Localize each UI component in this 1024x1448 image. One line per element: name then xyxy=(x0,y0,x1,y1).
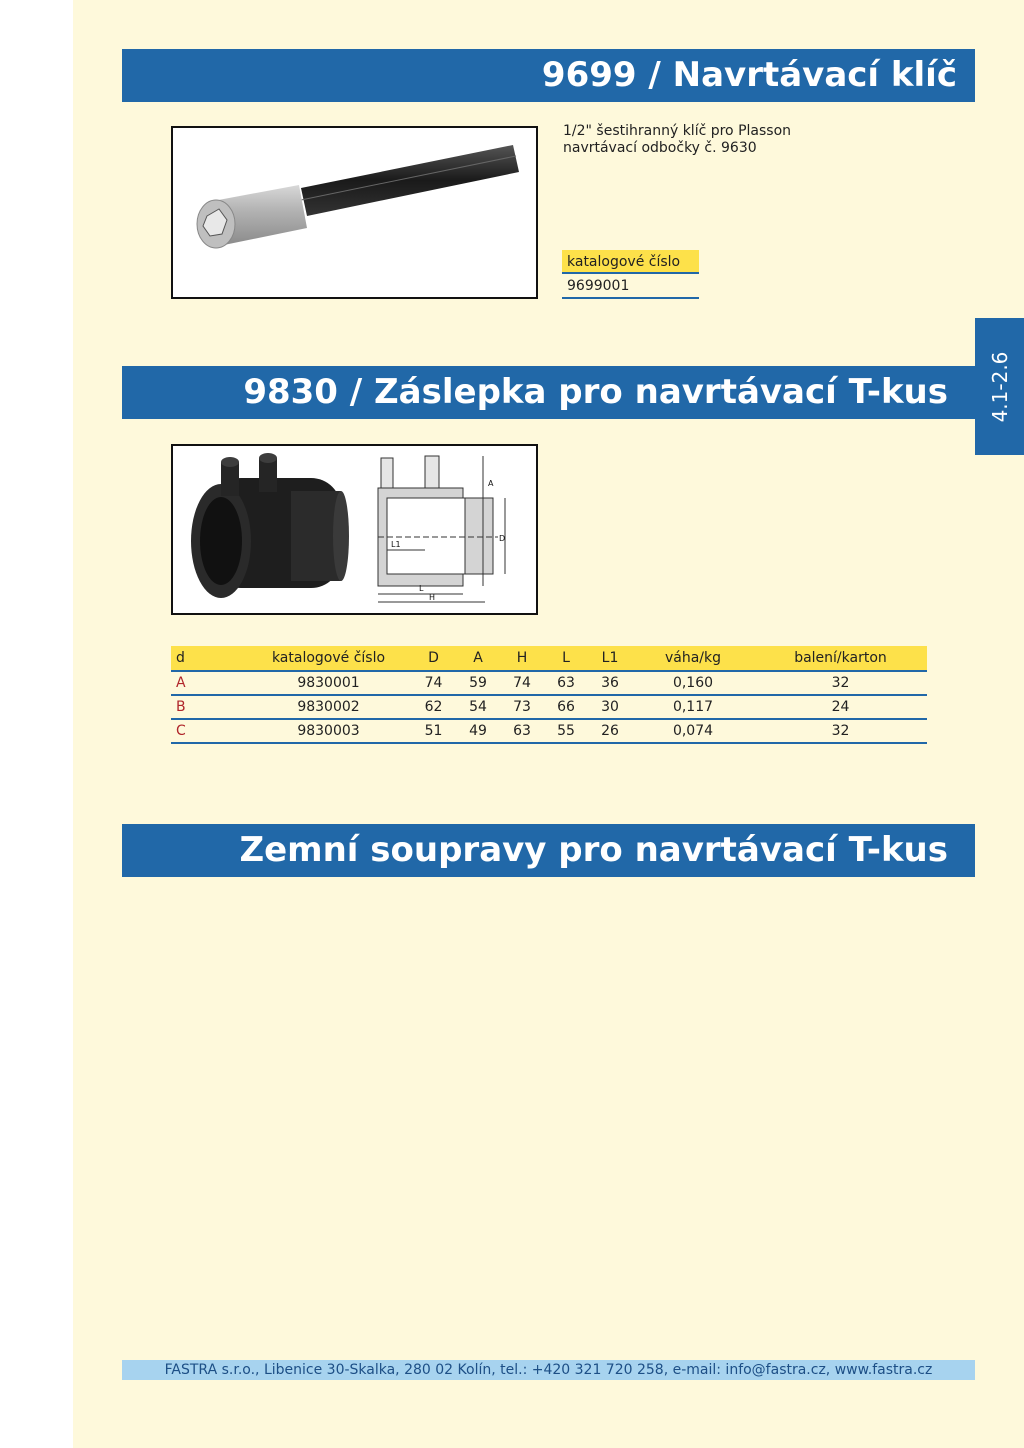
hex-key-illustration xyxy=(173,128,536,297)
drawing-label-h: H xyxy=(429,593,436,602)
cell: 66 xyxy=(544,695,588,719)
section-title-9830: 9830 / Záslepka pro navrtávací T-kus xyxy=(122,366,975,419)
drawing-label-d: D xyxy=(499,534,506,543)
product-description xyxy=(563,123,791,157)
table-row xyxy=(171,695,927,719)
section-number-tab: 4.1-2.6 xyxy=(975,318,1024,455)
cell: 24 xyxy=(754,695,927,719)
drawing-label-l1: L1 xyxy=(391,540,401,549)
cell: 63 xyxy=(500,719,544,743)
cell: 32 xyxy=(754,671,927,695)
col-header: váha/kg xyxy=(632,646,754,671)
cell: 59 xyxy=(456,671,500,695)
drawing-label-l: L xyxy=(419,584,424,593)
col-header: A xyxy=(456,646,500,671)
end-cap-image xyxy=(171,444,538,615)
cell: 62 xyxy=(411,695,456,719)
drawing-label-a: A xyxy=(488,479,494,488)
cell: A xyxy=(171,671,246,695)
cell: 51 xyxy=(411,719,456,743)
description-line: 1/2" šestihranný klíč pro Plasson xyxy=(563,123,792,139)
table-header-row xyxy=(171,646,927,671)
cell: B xyxy=(171,695,246,719)
col-header: L1 xyxy=(588,646,632,671)
cell: 73 xyxy=(500,695,544,719)
dimension-table xyxy=(171,646,927,744)
col-header: katalogové číslo xyxy=(246,646,411,671)
table-row xyxy=(171,719,927,743)
cell: 55 xyxy=(544,719,588,743)
cell: C xyxy=(171,719,246,743)
left-margin-strip xyxy=(0,0,73,1448)
description-line: navrtávací odbočky č. 9630 xyxy=(563,140,757,156)
cell: 0,160 xyxy=(632,671,754,695)
col-header: D xyxy=(411,646,456,671)
end-cap-illustration xyxy=(173,446,536,613)
cell: 0,074 xyxy=(632,719,754,743)
cell: 74 xyxy=(411,671,456,695)
col-header: H xyxy=(500,646,544,671)
cell: 54 xyxy=(456,695,500,719)
cell: 9830001 xyxy=(246,671,411,695)
hex-key-image xyxy=(171,126,538,299)
cell: 49 xyxy=(456,719,500,743)
cell: 26 xyxy=(588,719,632,743)
section-title-zemni-soupravy: Zemní soupravy pro navrtávací T-kus xyxy=(122,824,975,877)
col-header: L xyxy=(544,646,588,671)
cell: 63 xyxy=(544,671,588,695)
col-header: balení/karton xyxy=(754,646,927,671)
cell: 32 xyxy=(754,719,927,743)
cell: 30 xyxy=(588,695,632,719)
footer-contact: FASTRA s.r.o., Libenice 30-Skalka, 280 02 Kolín, tel.: +420 321 720 258, e-mail: info@fastra.cz, www.fastra.cz xyxy=(122,1360,975,1380)
table-row xyxy=(171,671,927,695)
col-header: d xyxy=(171,646,246,671)
cell: 0,117 xyxy=(632,695,754,719)
cell: 36 xyxy=(588,671,632,695)
cell: 9830003 xyxy=(246,719,411,743)
cell: 74 xyxy=(500,671,544,695)
cell: 9830002 xyxy=(246,695,411,719)
catalog-number-value: 9699001 xyxy=(562,276,699,299)
catalog-number-header: katalogové číslo xyxy=(562,250,699,274)
section-title-9699: 9699 / Navrtávací klíč xyxy=(122,49,975,102)
